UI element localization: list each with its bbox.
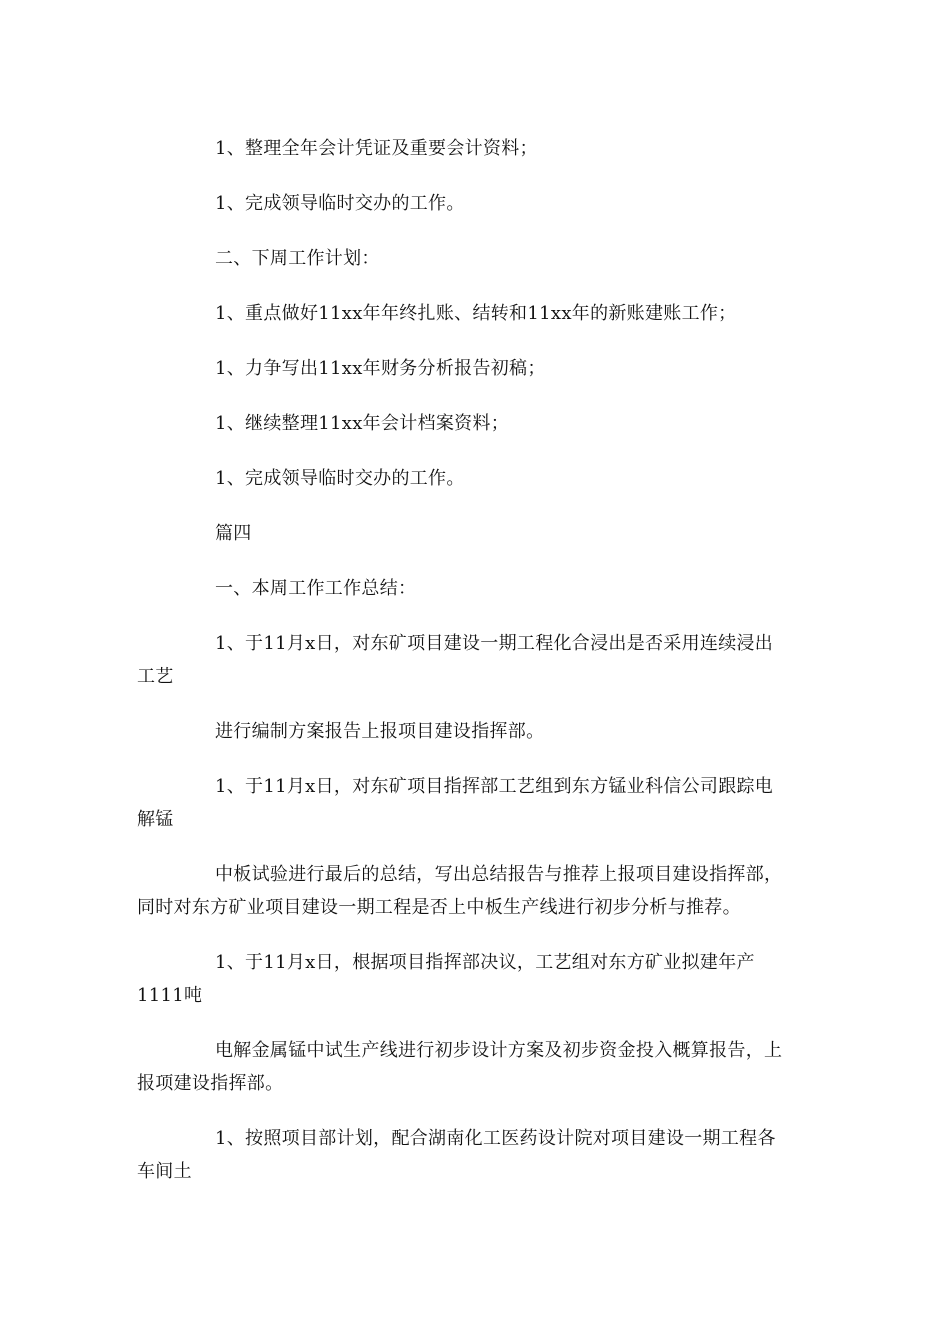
text-line: 解锰 [137,809,174,830]
text-line: 1、继续整理11xx年会计档案资料； [215,413,510,434]
text-line: 报项建设指挥部。 [137,1073,284,1094]
text-line: 1、按照项目部计划，配合湖南化工医药设计院对项目建设一期工程各 [215,1128,776,1149]
section-heading: 一、本周工作工作总结： [215,578,417,599]
text-line: 1、于11月x日，根据项目指挥部决议，工艺组对东方矿业拟建年产 [215,952,755,973]
text-line: 工艺 [137,666,174,687]
text-line: 1、整理全年会计凭证及重要会计资料； [215,138,538,159]
text-line: 同时对东方矿业项目建设一期工程是否上中板生产线进行初步分析与推荐。 [137,897,741,918]
text-line: 1、重点做好11xx年年终扎账、结转和11xx年的新账建账工作； [215,303,737,324]
text-line: 1、完成领导临时交办的工作。 [215,468,465,489]
text-line: 1、于11月x日，对东矿项目建设一期工程化合浸出是否采用连续浸出 [215,633,774,654]
text-line: 1、力争写出11xx年财务分析报告初稿； [215,358,546,379]
text-line: 1、于11月x日，对东矿项目指挥部工艺组到东方锰业科信公司跟踪电 [215,776,774,797]
text-line: 进行编制方案报告上报项目建设指挥部。 [215,721,545,742]
chapter-title: 篇四 [215,523,252,544]
text-line: 中板试验进行最后的总结，写出总结报告与推荐上报项目建设指挥部， [215,864,783,885]
text-line: 1、完成领导临时交办的工作。 [215,193,465,214]
text-line: 电解金属锰中试生产线进行初步设计方案及初步资金投入概算报告，上 [215,1040,783,1061]
text-line: 车间土 [137,1161,192,1182]
text-line: 1111吨 [137,985,203,1006]
section-heading: 二、下周工作计划： [215,248,380,269]
